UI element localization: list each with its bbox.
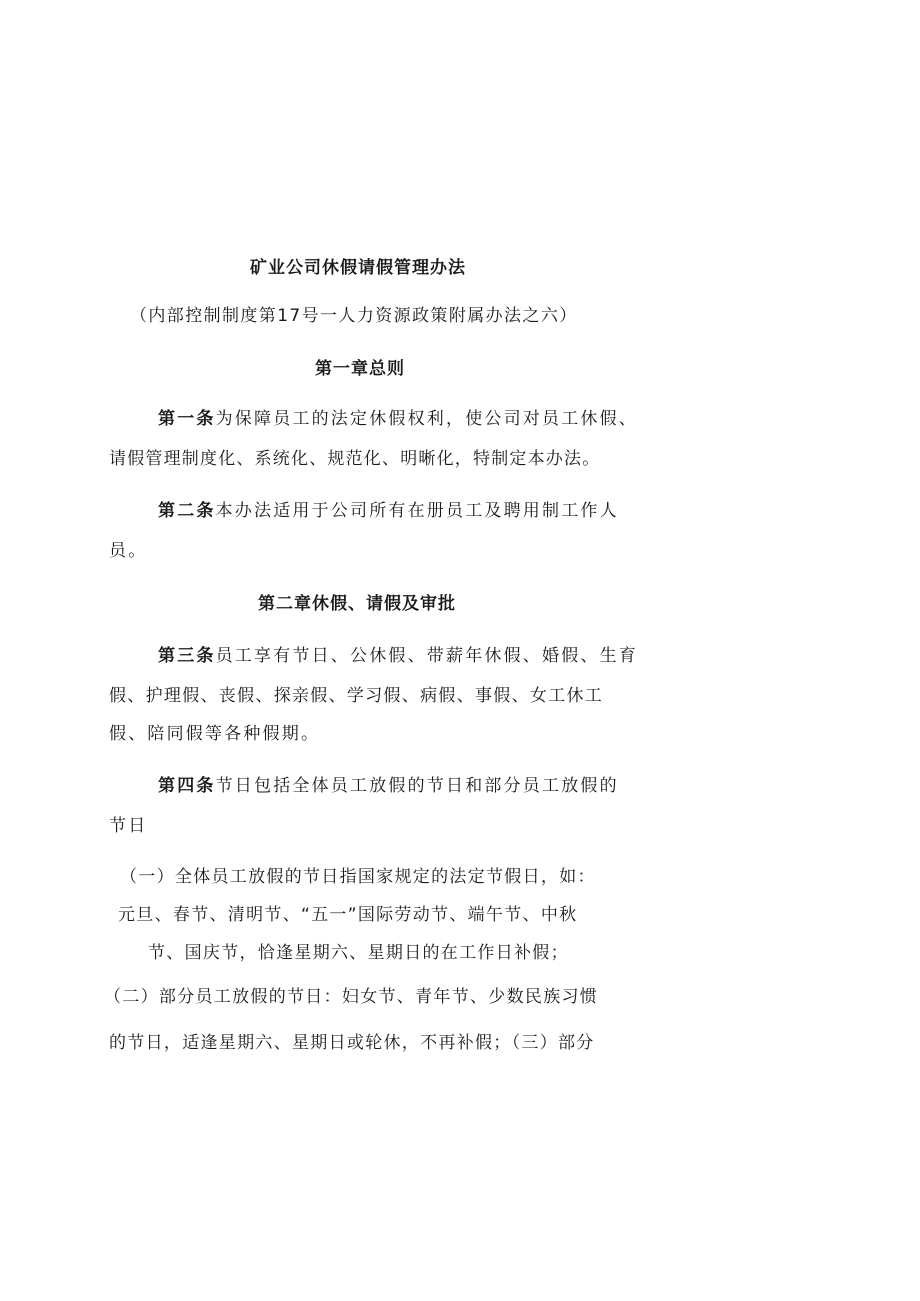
item-2-line-2: 的节日，适逢星期六、星期日或轮休，不再补假；（三）部分 — [109, 1033, 595, 1053]
article-1-label: 第一条 — [158, 409, 216, 429]
article-2-text-1: 本办法适用于公司所有在册员工及聘用制工作人 — [215, 501, 619, 521]
item-2-line-1: （二）部分员工放假的节日：妇女节、青年节、少数民族习惯 — [104, 987, 599, 1007]
item-1-line-3: 节、国庆节，恰逢星期六、星期日的在工作日补假； — [148, 943, 569, 963]
article-4-label: 第四条 — [158, 776, 216, 796]
article-2-line-2: 员。 — [109, 541, 148, 561]
chapter-1-heading: 第一章总则 — [315, 359, 405, 379]
article-1-text-1: 为保障员工的法定休假权利，使公司对员工休假、 — [215, 409, 639, 429]
article-1-line-1 — [158, 407, 638, 431]
article-3-line-2: 假、护理假、丧假、探亲假、学习假、病假、事假、女工休工 — [109, 686, 604, 706]
article-1-line-2: 请假管理制度化、系统化、规范化、明晰化，特制定本办法。 — [109, 449, 601, 469]
article-3-label: 第三条 — [158, 646, 216, 666]
document-title: 矿业公司休假请假管理办法 — [250, 258, 466, 278]
article-3-line-3: 假、陪同假等各种假期。 — [109, 724, 321, 744]
article-3-line-1 — [158, 644, 638, 668]
article-4-line-1 — [158, 774, 619, 798]
article-2-label: 第二条 — [158, 501, 216, 521]
document-subtitle: （内部控制制度第17号一人力资源政策附属办法之六） — [130, 306, 578, 326]
article-2-line-1 — [158, 499, 619, 523]
article-4-text-1: 节日包括全体员工放假的节日和部分员工放假的 — [215, 776, 619, 796]
item-1-line-1: （一）全体员工放假的节日指国家规定的法定节假日，如： — [120, 867, 596, 887]
chapter-2-heading: 第二章休假、请假及审批 — [258, 594, 456, 614]
item-1-line-2: 元旦、春节、清明节、“五一”国际劳动节、端午节、中秋 — [118, 905, 578, 925]
article-3-text-1: 员工享有节日、公休假、带薪年休假、婚假、生育 — [215, 646, 639, 666]
article-4-line-2: 节日 — [109, 816, 148, 836]
